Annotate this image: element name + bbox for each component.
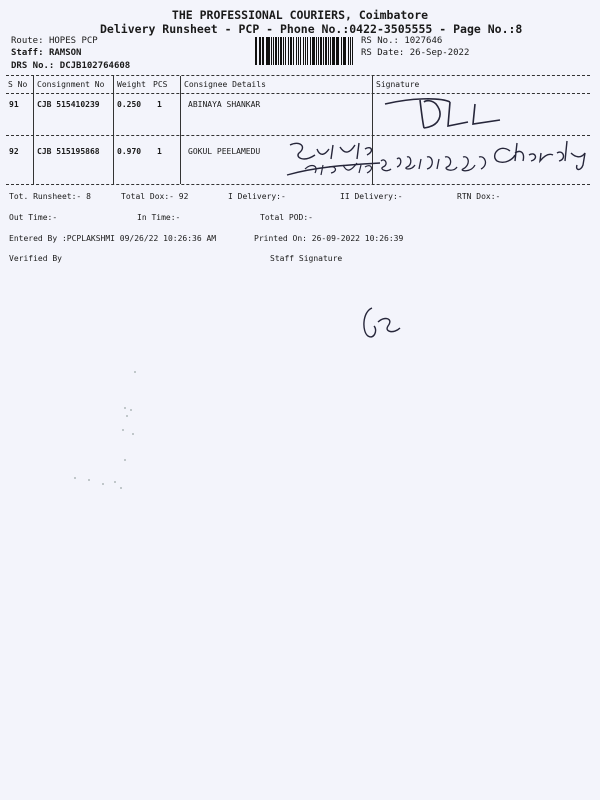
entered-by: Entered By :PCPLAKSHMI 09/26/22 10:26:36 AM	[9, 234, 217, 243]
barcode	[255, 37, 355, 65]
row-weight: 0.250	[117, 100, 142, 109]
drs-value: DCJB102764608	[59, 61, 131, 71]
route-value: HOPES PCP	[48, 36, 98, 46]
col-divider	[180, 76, 181, 184]
staff-value: RAMSON	[48, 48, 82, 58]
rs-number: RS No.: 1027646	[361, 36, 443, 46]
col-header-signature: Signature	[376, 80, 420, 89]
col-header-weight: Weight	[117, 80, 146, 89]
drs-field	[11, 61, 130, 71]
row-consignment: CJB 515195868	[37, 147, 100, 156]
total-dox: Total Dox:- 92	[121, 192, 189, 201]
company-title: THE PROFESSIONAL COURIERS, Coimbatore	[171, 8, 429, 22]
col-divider	[33, 76, 34, 184]
rs-date: RS Date: 26-Sep-2022	[361, 48, 470, 58]
rtn-dox: RTN Dox:-	[457, 192, 501, 201]
printed-on: Printed On: 26-09-2022 10:26:39	[254, 234, 404, 243]
staff-field	[11, 48, 81, 58]
row-pcs: 1	[157, 100, 162, 109]
out-time: Out Time:-	[9, 213, 58, 222]
verified-by: Verified By	[9, 254, 62, 263]
scan-specks	[55, 360, 155, 500]
col-header-consignee: Consignee Details	[184, 80, 266, 89]
row-consignee: ABINAYA SHANKAR	[188, 100, 261, 109]
row-consignment: CJB 515410239	[37, 100, 100, 109]
table-top-rule	[6, 75, 590, 76]
row-consignee: GOKUL PEELAMEDU	[188, 147, 261, 156]
signature-row2	[285, 135, 595, 185]
ii-delivery: II Delivery:-	[340, 192, 403, 201]
row-sno: 92	[9, 147, 19, 156]
row-weight: 0.970	[117, 147, 142, 156]
staff-signature-label: Staff Signature	[270, 254, 343, 263]
col-header-sno: S No	[8, 80, 28, 89]
col-header-pcs: PCS	[153, 80, 168, 89]
total-runsheet: Tot. Runsheet:- 8	[9, 192, 91, 201]
runsheet-subtitle: Delivery Runsheet - PCP - Phone No.:0422-3505555 - Page No.:8	[100, 22, 523, 36]
col-header-consignment: Consignment No	[37, 80, 105, 89]
row-sno: 91	[9, 100, 19, 109]
signature-row1	[380, 92, 520, 137]
col-divider	[113, 76, 114, 184]
i-delivery: I Delivery:-	[228, 192, 286, 201]
route-field	[11, 36, 98, 46]
route-label: Route:	[11, 36, 44, 46]
row-pcs: 1	[157, 147, 162, 156]
drs-label: DRS No.:	[11, 61, 55, 71]
total-pod: Total POD:-	[260, 213, 313, 222]
staff-signature	[360, 304, 410, 344]
in-time: In Time:-	[137, 213, 181, 222]
staff-label: Staff:	[11, 48, 44, 58]
